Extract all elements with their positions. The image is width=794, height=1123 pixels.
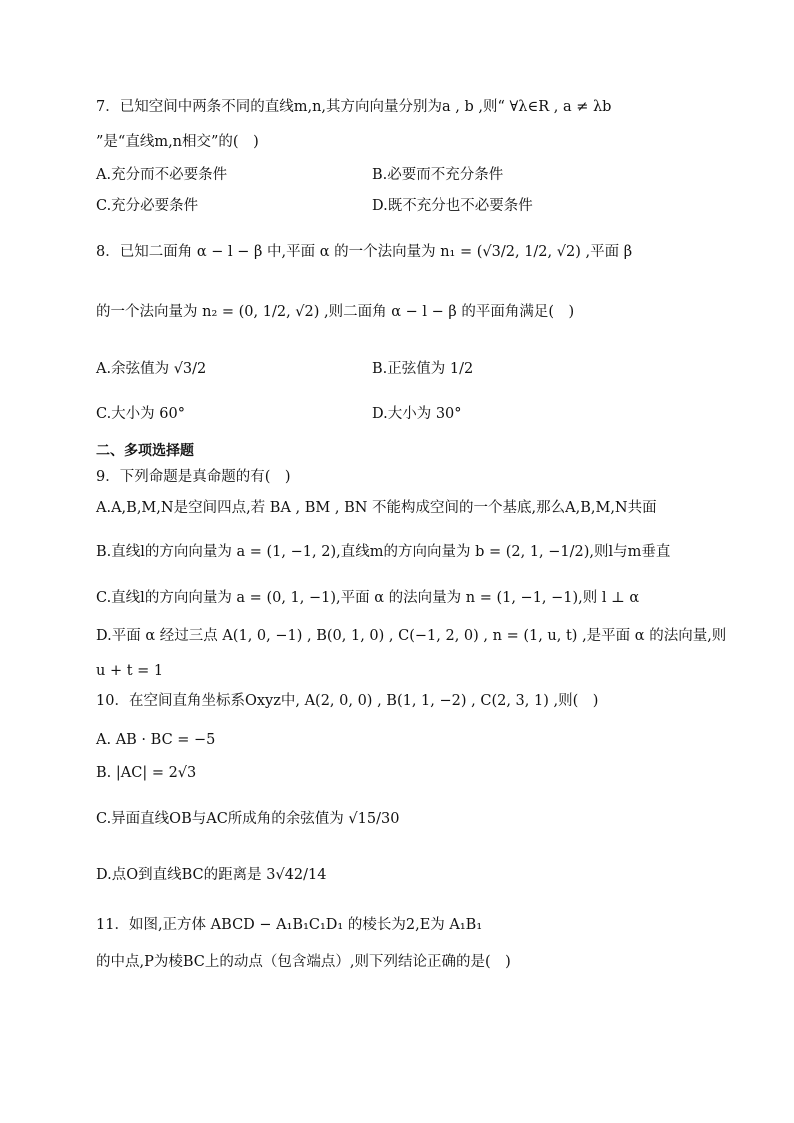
q11-line2: 的中点,P为棱BC上的动点（包含端点）,则下列结论正确的是( ) [96, 954, 511, 970]
q11-line1: 11．如图,正方体 ABCD − A₁B₁C₁D₁ 的棱长为2,E为 A₁B₁ [96, 917, 483, 933]
q7-option-c: C.充分必要条件 [96, 198, 199, 214]
q8-line2 [96, 305, 574, 320]
q10-option-c: C.异面直线OB与AC所成角的余弦值为 √15/30 [96, 811, 400, 827]
q9-stem: 9．下列命题是真命题的有( ) [96, 469, 291, 485]
q7-option-b: B.必要而不充分条件 [372, 167, 504, 183]
q7-option-d: D.既不充分也不必要条件 [372, 198, 533, 214]
q8-line1 [96, 245, 632, 260]
q7-line1: 7．已知空间中两条不同的直线m,n,其方向向量分别为a , b ,则“ ∀λ∈R , a ≠ λb [96, 99, 612, 115]
q8-line1-post: ,平面 β [585, 244, 633, 260]
q8-line2-post: ,则二面角 α − l − β 的平面角满足( ) [324, 304, 575, 320]
q8-option-a: A.余弦值为 √3/2 [96, 361, 207, 377]
q9-option-d-line1: D.平面 α 经过三点 A(1, 0, −1) , B(0, 1, 0) , C(−1, 2, 0) , n = (1, u, t) ,是平面 α 的法向量,则 [96, 628, 727, 644]
q9-option-b: B.直线l的方向向量为 a = (1, −1, 2),直线m的方向向量为 b = (2, 1, −1/2),则l与m垂直 [96, 544, 671, 560]
q8-line1-pre: 8．已知二面角 α − l − β 中,平面 α 的一个法向量为 [96, 244, 436, 260]
q10-stem: 10．在空间直角坐标系Oxyz中, A(2, 0, 0) , B(1, 1, −2) , C(2, 3, 1) ,则( ) [96, 693, 599, 709]
q7-line2: ”是“直线m,n相交”的( ) [96, 134, 259, 150]
section-heading-multiple-choice: 二、多项选择题 [96, 443, 194, 459]
q9-option-d-line2: u + t = 1 [96, 663, 164, 679]
q9-option-a: A.A,B,M,N是空间四点,若 BA , BM , BN 不能构成空间的一个基底,那么A,B,M,N共面 [96, 500, 657, 516]
q8-normal-vector-2: n₂ = (0, 1/2, √2) [202, 304, 320, 320]
q8-option-c: C.大小为 60° [96, 406, 185, 422]
q9-option-c: C.直线l的方向向量为 a = (0, 1, −1),平面 α 的法向量为 n = (1, −1, −1),则 l ⊥ α [96, 590, 640, 606]
q8-option-b: B.正弦值为 1/2 [372, 361, 474, 377]
q8-option-d: D.大小为 30° [372, 406, 462, 422]
q8-line2-pre: 的一个法向量为 [96, 304, 198, 320]
q10-option-d: D.点O到直线BC的距离是 3√42/14 [96, 867, 327, 883]
q7-option-a: A.充分而不必要条件 [96, 167, 228, 183]
q8-normal-vector-1: n₁ = (√3/2, 1/2, √2) [440, 244, 581, 260]
q10-option-b: B. |AC| = 2√3 [96, 765, 197, 781]
q10-option-a: A. AB · BC = −5 [96, 732, 216, 748]
